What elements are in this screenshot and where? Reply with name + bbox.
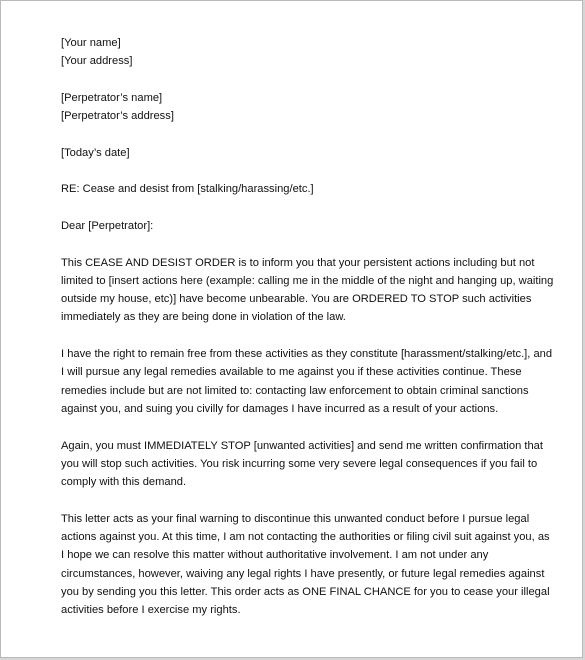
subject-line: RE: Cease and desist from [stalking/harassing/etc.] xyxy=(61,183,314,196)
recipient-address: [Perpetrator’s address] xyxy=(61,110,174,123)
paragraph-line: activities before I exercise my rights. xyxy=(61,604,241,617)
paragraph-line: against you, and suing you civilly for damages I have incurred as a result of your actions. xyxy=(61,402,499,415)
spacer xyxy=(61,162,541,180)
paragraph-line: limited to [insert actions here (example: calling me in the middle of the night and hanging up, waiting xyxy=(61,274,554,287)
spacer xyxy=(61,125,541,143)
paragraph-line: circumstances, however, waiving any legal rights I have presently, or future legal remedies against xyxy=(61,567,545,580)
paragraph-demand xyxy=(61,437,541,492)
paragraph-line: you will stop such activities. You risk incurring some very severe legal consequences if you fail to xyxy=(61,457,538,470)
paragraph-line: outside my house, etc)] have become unbearable. You are ORDERED TO STOP such activities xyxy=(61,293,532,306)
recipient-name: [Perpetrator’s name] xyxy=(61,91,163,104)
spacer xyxy=(61,418,541,436)
paragraph-line: This letter acts as your final warning to discontinue this unwanted conduct before I pursue legal xyxy=(61,512,530,525)
paragraph-line: actions against you. At this time, I am not contacting the authorities or filing civil suit against you, as xyxy=(61,531,550,544)
paragraph-line: Again, you must IMMEDIATELY STOP [unwanted activities] and send me written confirmation that xyxy=(61,439,543,452)
spacer xyxy=(61,71,541,89)
spacer xyxy=(61,491,541,509)
paragraph-final-warning xyxy=(61,510,550,620)
paragraph-rights xyxy=(61,345,553,418)
paragraph-order xyxy=(61,254,554,327)
spacer xyxy=(61,199,541,217)
paragraph-line: immediately as they are being done in violation of the law. xyxy=(61,311,346,324)
sender-name: [Your name] xyxy=(61,37,121,49)
spacer xyxy=(61,327,541,345)
letter-body xyxy=(61,34,554,620)
salutation: Dear [Perpetrator]: xyxy=(61,219,154,232)
paragraph-line: remedies include but are not limited to: contacting law enforcement to obtain criminal sanctions xyxy=(61,384,529,397)
letter-date: [Today’s date] xyxy=(61,146,130,159)
paragraph-line: I have the right to remain free from these activities as they constitute [harassment/stalking/etc.], and xyxy=(61,348,553,361)
paragraph-line: I will pursue any legal remedies available to me against you if these activities continue. These xyxy=(61,366,522,379)
sender-address: [Your address] xyxy=(61,55,133,68)
spacer xyxy=(61,235,541,253)
paragraph-line: comply with this demand. xyxy=(61,476,187,489)
paragraph-line: This CEASE AND DESIST ORDER is to inform you that your persistent actions including but not xyxy=(61,256,535,269)
paragraph-line: I hope we can resolve this matter without authoritative involvement. I am not under any xyxy=(61,549,489,562)
paragraph-line: you by sending you this letter. This order acts as ONE FINAL CHANCE for you to cease your illegal xyxy=(61,585,550,598)
